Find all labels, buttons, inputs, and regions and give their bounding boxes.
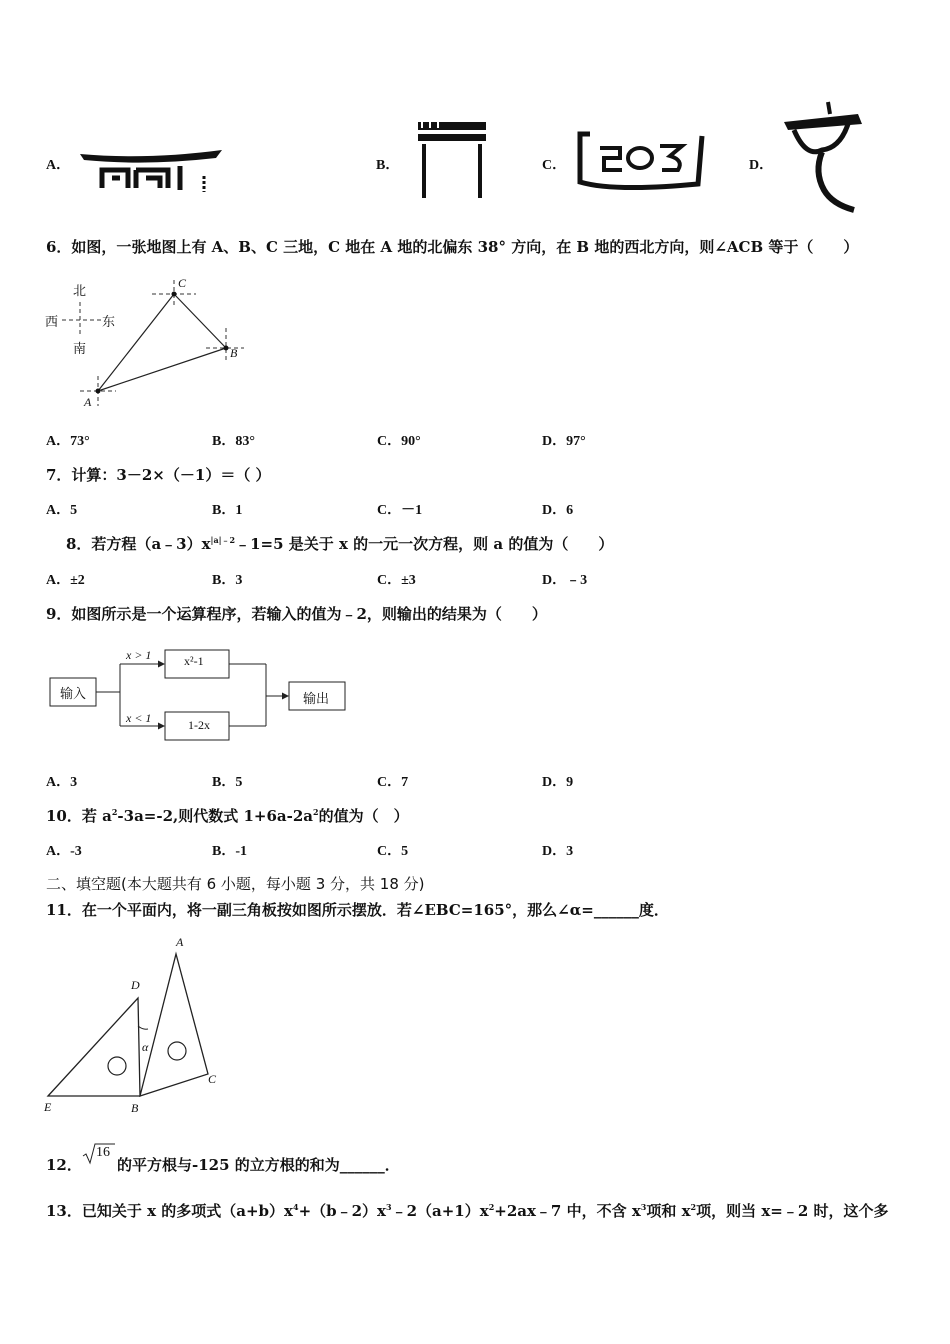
q11-label-alpha: α	[142, 1040, 149, 1054]
q6-option-c[interactable]: C．90°	[377, 434, 421, 449]
q10-part-c: 的值为（ ）	[318, 807, 409, 825]
seal-glyph-c-icon	[574, 126, 712, 196]
q11-set-square-figure	[40, 940, 240, 1120]
q9-option-a[interactable]: A．3	[46, 775, 78, 790]
seal-glyph-d-icon	[778, 100, 866, 216]
q8-text	[66, 533, 613, 554]
point-a	[96, 389, 101, 394]
q8-option-a[interactable]: A．±2	[46, 573, 85, 588]
q5-option-b-letter: B．	[376, 158, 400, 173]
q13-part-6: 项，则当 x=﹣2 时，这个多	[696, 1202, 889, 1220]
q12-radicand: 16	[96, 1145, 110, 1160]
q5-option-d-letter: D．	[749, 158, 774, 173]
label-b: B	[230, 346, 238, 360]
q10-option-b[interactable]: B．-1	[212, 844, 247, 859]
label-c: C	[178, 276, 187, 290]
compass-south-label: 南	[73, 342, 87, 357]
q5-option-c-letter: C．	[542, 158, 567, 173]
q6-option-a[interactable]: A．73°	[46, 434, 90, 449]
q11-label-d: D	[131, 978, 140, 992]
point-b	[224, 346, 229, 351]
q6-option-b[interactable]: B．83°	[212, 434, 255, 449]
q9-option-b[interactable]: B．5	[212, 775, 243, 790]
q13-sup-2: 3	[386, 1202, 392, 1212]
q13-part-1: 13．已知关于 x 的多项式（a+b）x	[46, 1202, 293, 1220]
q7-option-c[interactable]: C．－1	[377, 503, 423, 518]
seal-glyph-b-icon	[412, 118, 492, 200]
q8-text-part2: ﹣1=5 是关于 x 的一元一次方程，则 a 的值为（ ）	[235, 535, 614, 553]
q13-sup-3: 2	[488, 1202, 495, 1212]
q13-part-2: +（b﹣2）x	[298, 1202, 386, 1220]
q6-text: 6．如图，一张地图上有 A、B、C 三地，C 地在 A 地的北偏东 38° 方向，在 B 地的西北方向，则∠ACB 等于（ ）	[46, 238, 859, 256]
q7-text: 7．计算：3－2×（－1）＝（ ）	[46, 466, 271, 484]
q10-part-a: 10．若 a	[46, 807, 112, 825]
flow-box-top-label: x²-1	[184, 654, 204, 668]
flow-output-label: 输出	[303, 692, 330, 707]
compass-west-label: 西	[45, 315, 59, 330]
q10-text	[46, 805, 409, 826]
q6-option-d[interactable]: D．97°	[542, 434, 586, 449]
q13-part-5: 项和 x	[646, 1202, 691, 1220]
compass-north-label: 北	[73, 284, 87, 299]
flow-box-bottom-label: 1-2x	[188, 718, 210, 732]
q7-option-d[interactable]: D．6	[542, 503, 574, 518]
flow-cond-top: x > 1	[126, 648, 152, 662]
q12-text: 的平方根与-125 的立方根的和为______．	[117, 1156, 400, 1174]
q9-text: 9．如图所示是一个运算程序，若输入的值为﹣2，则输出的结果为（ ）	[46, 605, 547, 623]
q10-sup-b: 2	[313, 807, 319, 817]
q8-text-part1: 8．若方程（a﹣3）x	[66, 535, 211, 553]
q11-label-b: B	[131, 1101, 139, 1115]
point-c	[172, 292, 177, 297]
q10-option-a[interactable]: A．-3	[46, 844, 82, 859]
q12-number: 12．	[46, 1156, 82, 1174]
q7-option-b[interactable]: B．1	[212, 503, 243, 518]
seal-glyph-a-icon	[76, 148, 226, 196]
section-2-heading: 二、填空题(本大题共有 6 小题，每小题 3 分，共 18 分)	[46, 875, 425, 893]
q13-sup-5: 2	[690, 1202, 697, 1212]
q13-sup-4: 3	[640, 1202, 647, 1212]
q5-option-a-letter: A．	[46, 158, 71, 173]
q11-label-e: E	[44, 1100, 52, 1114]
q8-exponent: |a|﹣2	[210, 535, 236, 545]
q13-part-4: +2ax﹣7 中，不含 x	[494, 1202, 641, 1220]
q9-option-c[interactable]: C．7	[377, 775, 409, 790]
q11-label-c: C	[208, 1072, 217, 1086]
q8-option-b[interactable]: B．3	[212, 573, 243, 588]
q8-option-c[interactable]: C．±3	[377, 573, 416, 588]
q13-text	[46, 1200, 889, 1221]
q11-label-a: A	[176, 935, 184, 949]
q7-option-a[interactable]: A．5	[46, 503, 78, 518]
label-a: A	[84, 395, 92, 409]
q11-text: 11．在一个平面内，将一副三角板按如图所示摆放．若∠EBC=165°，那么∠α=______度．	[46, 901, 669, 919]
flow-input-label: 输入	[60, 687, 87, 702]
q9-option-d[interactable]: D．9	[542, 775, 574, 790]
q10-part-b: -3a=-2,则代数式 1+6a-2a	[117, 807, 314, 825]
q10-option-c[interactable]: C．5	[377, 844, 409, 859]
compass-east-label: 东	[102, 315, 116, 330]
q10-option-d[interactable]: D．3	[542, 844, 574, 859]
q13-sup-1: 4	[292, 1202, 299, 1212]
flow-cond-bottom: x < 1	[126, 711, 152, 725]
q10-sup-a: 2	[111, 807, 118, 817]
q8-option-d[interactable]: D．﹣3	[542, 573, 588, 588]
q13-part-3: ﹣2（a+1）x	[391, 1202, 489, 1220]
